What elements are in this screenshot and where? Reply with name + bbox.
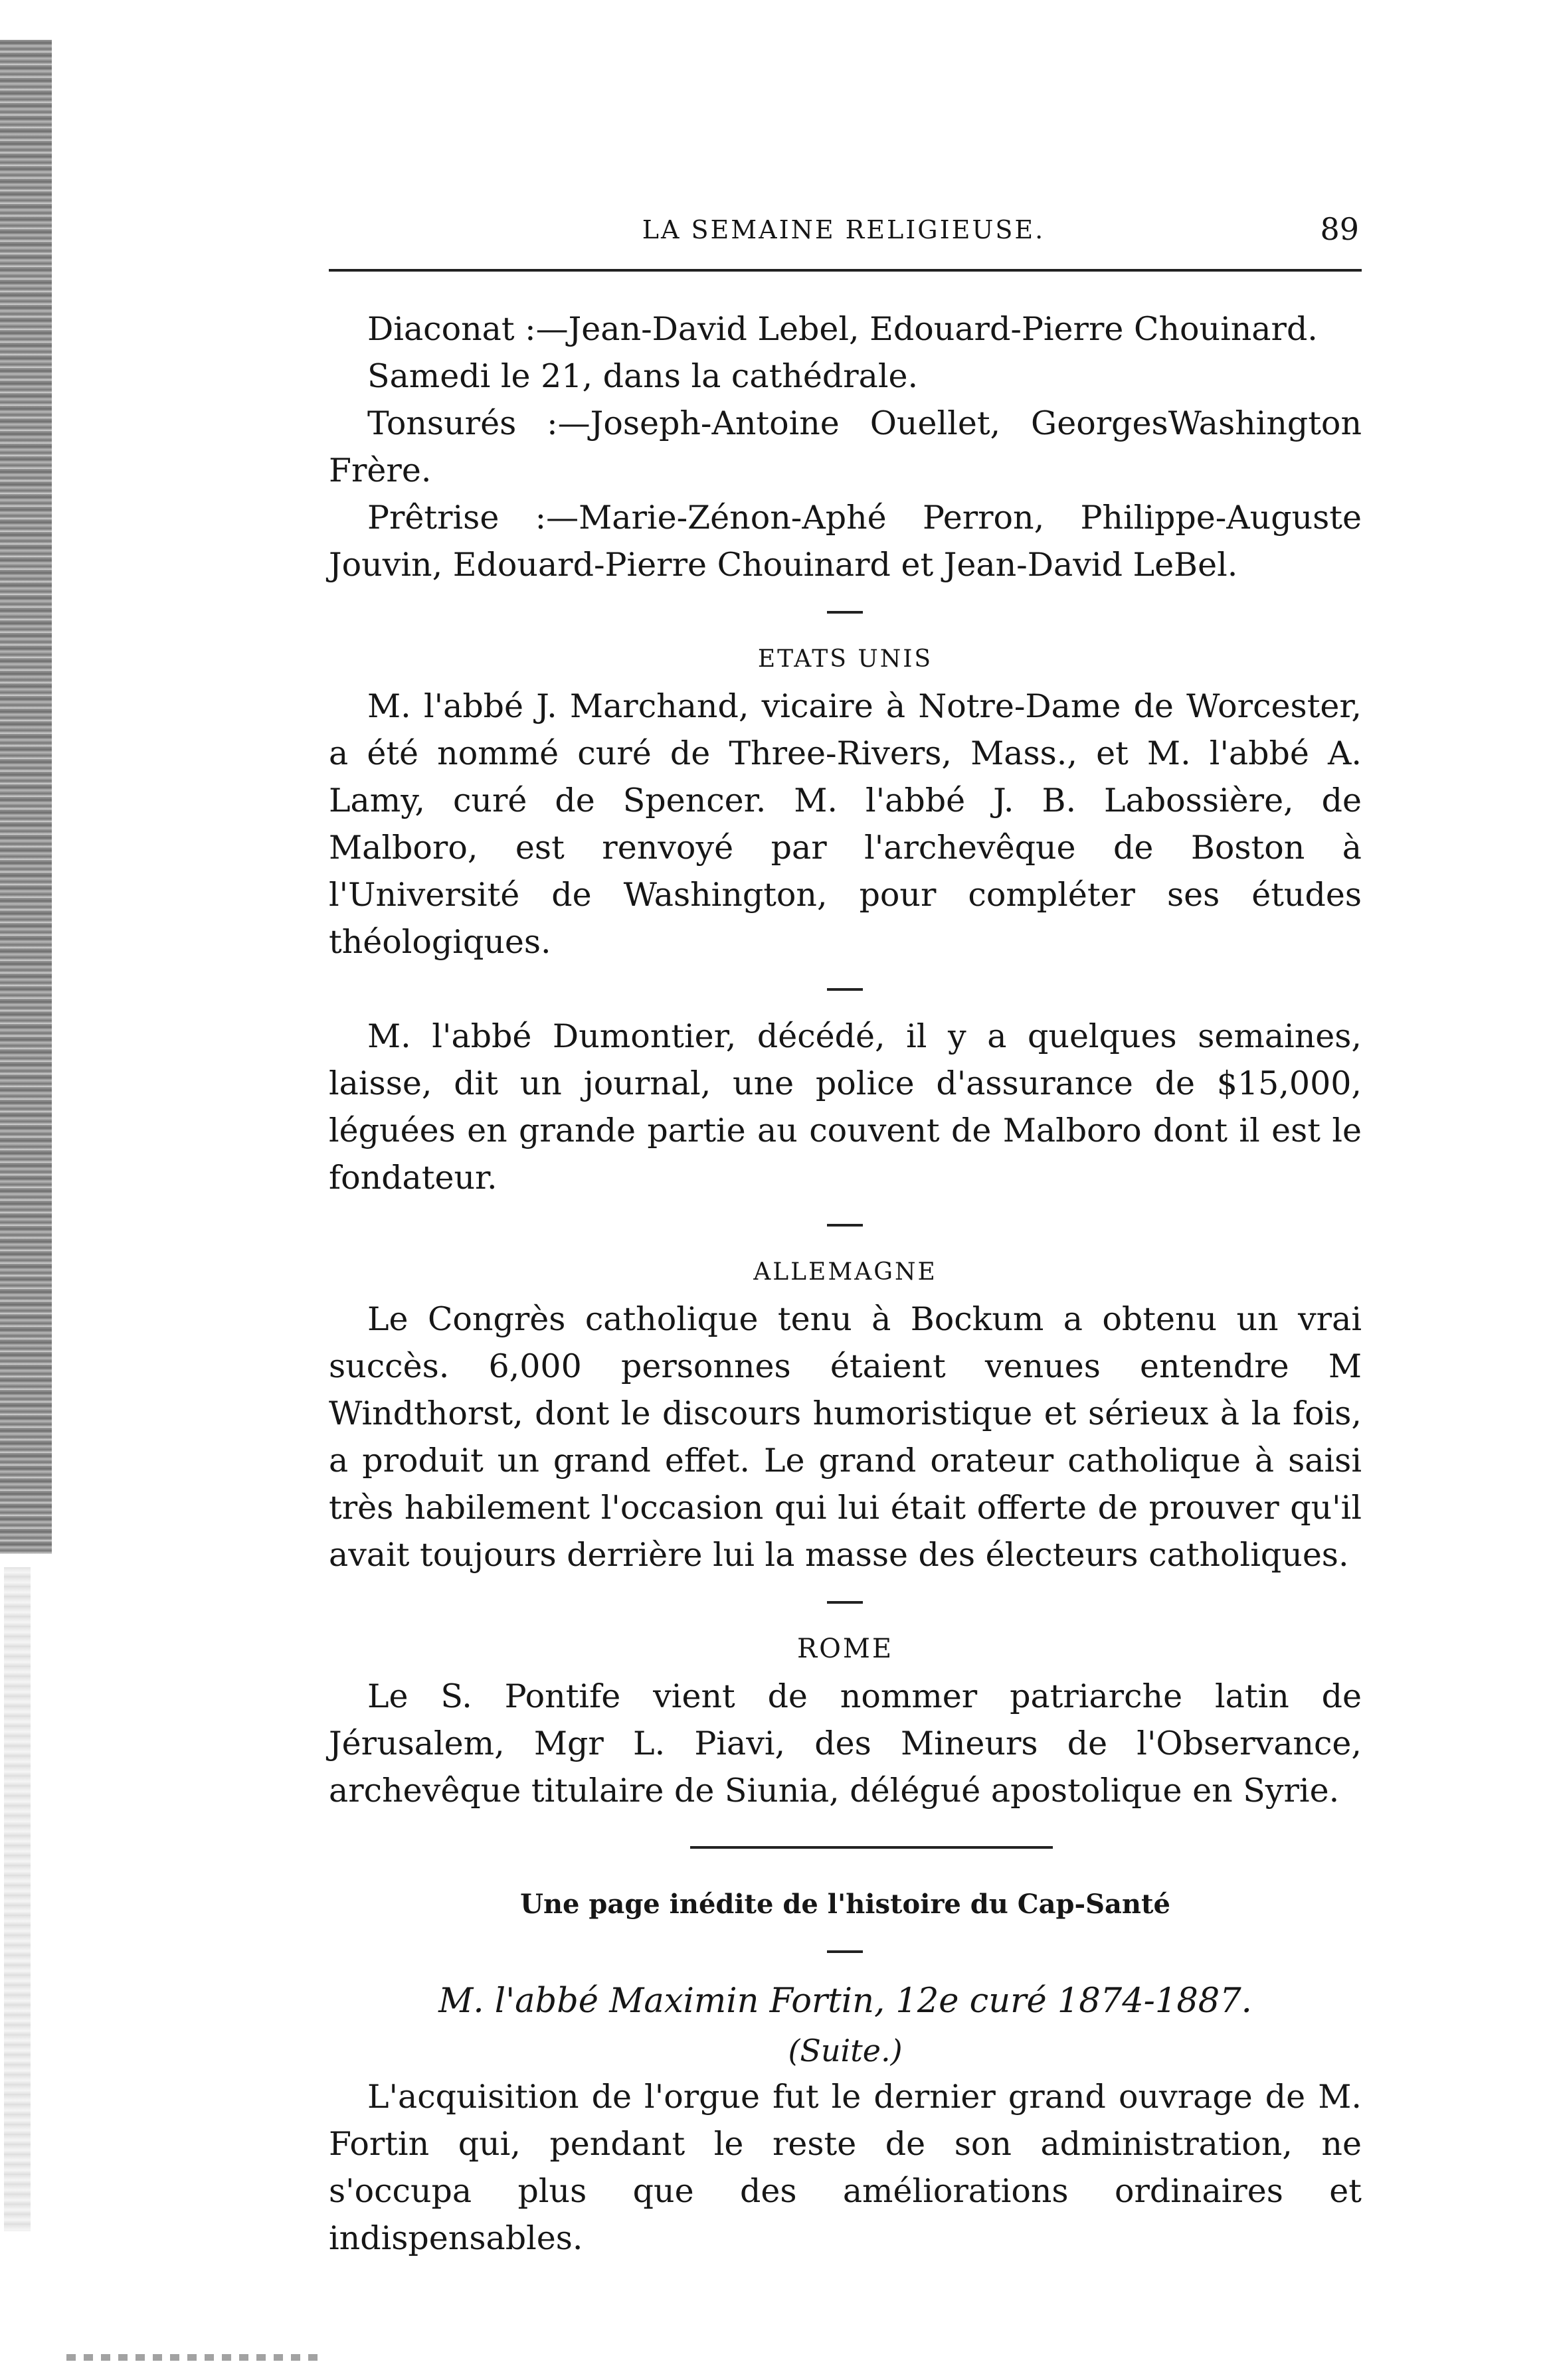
section-dash	[329, 588, 1362, 636]
ordination-line: Prêtrise :—Marie-Zénon-Aphé Perron, Philippe-Auguste Jouvin, Edouard-Pierre Chouinard et Jean-David LeBel.	[329, 499, 1362, 584]
article-subtitle: M. l'abbé Maximin Fortin, 12e curé 1874-1887.	[438, 1982, 1252, 2021]
section-dash	[329, 1578, 1362, 1626]
scan-edge-artifact	[0, 40, 52, 1554]
section-dash	[329, 1201, 1362, 1248]
ordination-line: Samedi le 21, dans la cathédrale.	[367, 357, 919, 395]
scan-edge-artifact-lower	[4, 1567, 31, 2231]
section-heading-rome: ROME	[796, 1634, 894, 1664]
news-paragraph: Le Congrès catholique tenu à Bockum a obtenu un vrai succès. 6,000 personnes étaient venues entendre M Windthorst, dont le discours humoristique et sérieux à la fois, a produit un grand effet. Le grand orateur catholique à saisi très habilement l'occasion qui lui était offerte de prouver qu'il avait toujours derrière lui la masse des électeurs catholiques.	[329, 1300, 1362, 1574]
page-number: 89	[1320, 211, 1359, 247]
article-separator-rule	[329, 1814, 1362, 1881]
title-dash	[329, 1928, 1362, 1975]
running-head: LA SEMAINE RELIGIEUSE.	[642, 215, 1046, 244]
ordination-line: Diaconat :—Jean-David Lebel, Edouard-Pierre Chouinard.	[367, 310, 1318, 348]
section-heading-etats-unis: ETATS UNIS	[757, 645, 933, 673]
page-header	[325, 211, 1362, 258]
news-paragraph: Le S. Pontife vient de nommer patriarche latin de Jérusalem, Mgr L. Piavi, des Mineurs de l'Observance, archevêque titulaire de Siunia, délégué apostolique en Syrie.	[329, 1677, 1362, 1810]
article-paragraph: L'acquisition de l'orgue fut le dernier grand ouvrage de M. Fortin qui, pendant le reste de son administration, ne s'occupa plus que des améliorations ordinaires et indispensables.	[329, 2078, 1362, 2257]
header-rule	[329, 269, 1362, 272]
text-column	[329, 305, 1362, 2262]
article-suite: (Suite.)	[788, 2033, 903, 2069]
news-paragraph: M. l'abbé J. Marchand, vicaire à Notre-Dame de Worcester, a été nommé curé de Three-Rivers, Mass., et M. l'abbé A. Lamy, curé de Spencer. M. l'abbé J. B. Labossière, de Malboro, est renvoyé par l'archevêque de Boston à l'Université de Washington, pour compléter ses études théologiques.	[329, 687, 1362, 961]
ordination-line: Tonsurés :—Joseph-Antoine Ouellet, GeorgesWashington Frère.	[329, 404, 1362, 489]
article-title: Une page inédite de l'histoire du Cap-Santé	[520, 1889, 1170, 1920]
scan-bottom-marks	[66, 2354, 319, 2361]
section-dash	[329, 966, 1362, 1013]
section-heading-allemagne: ALLEMAGNE	[753, 1258, 937, 1286]
news-paragraph: M. l'abbé Dumontier, décédé, il y a quelques semaines, laisse, dit un journal, une police d'assurance de $15,000, léguées en grande partie au couvent de Malboro dont il est le fondateur.	[329, 1017, 1362, 1197]
